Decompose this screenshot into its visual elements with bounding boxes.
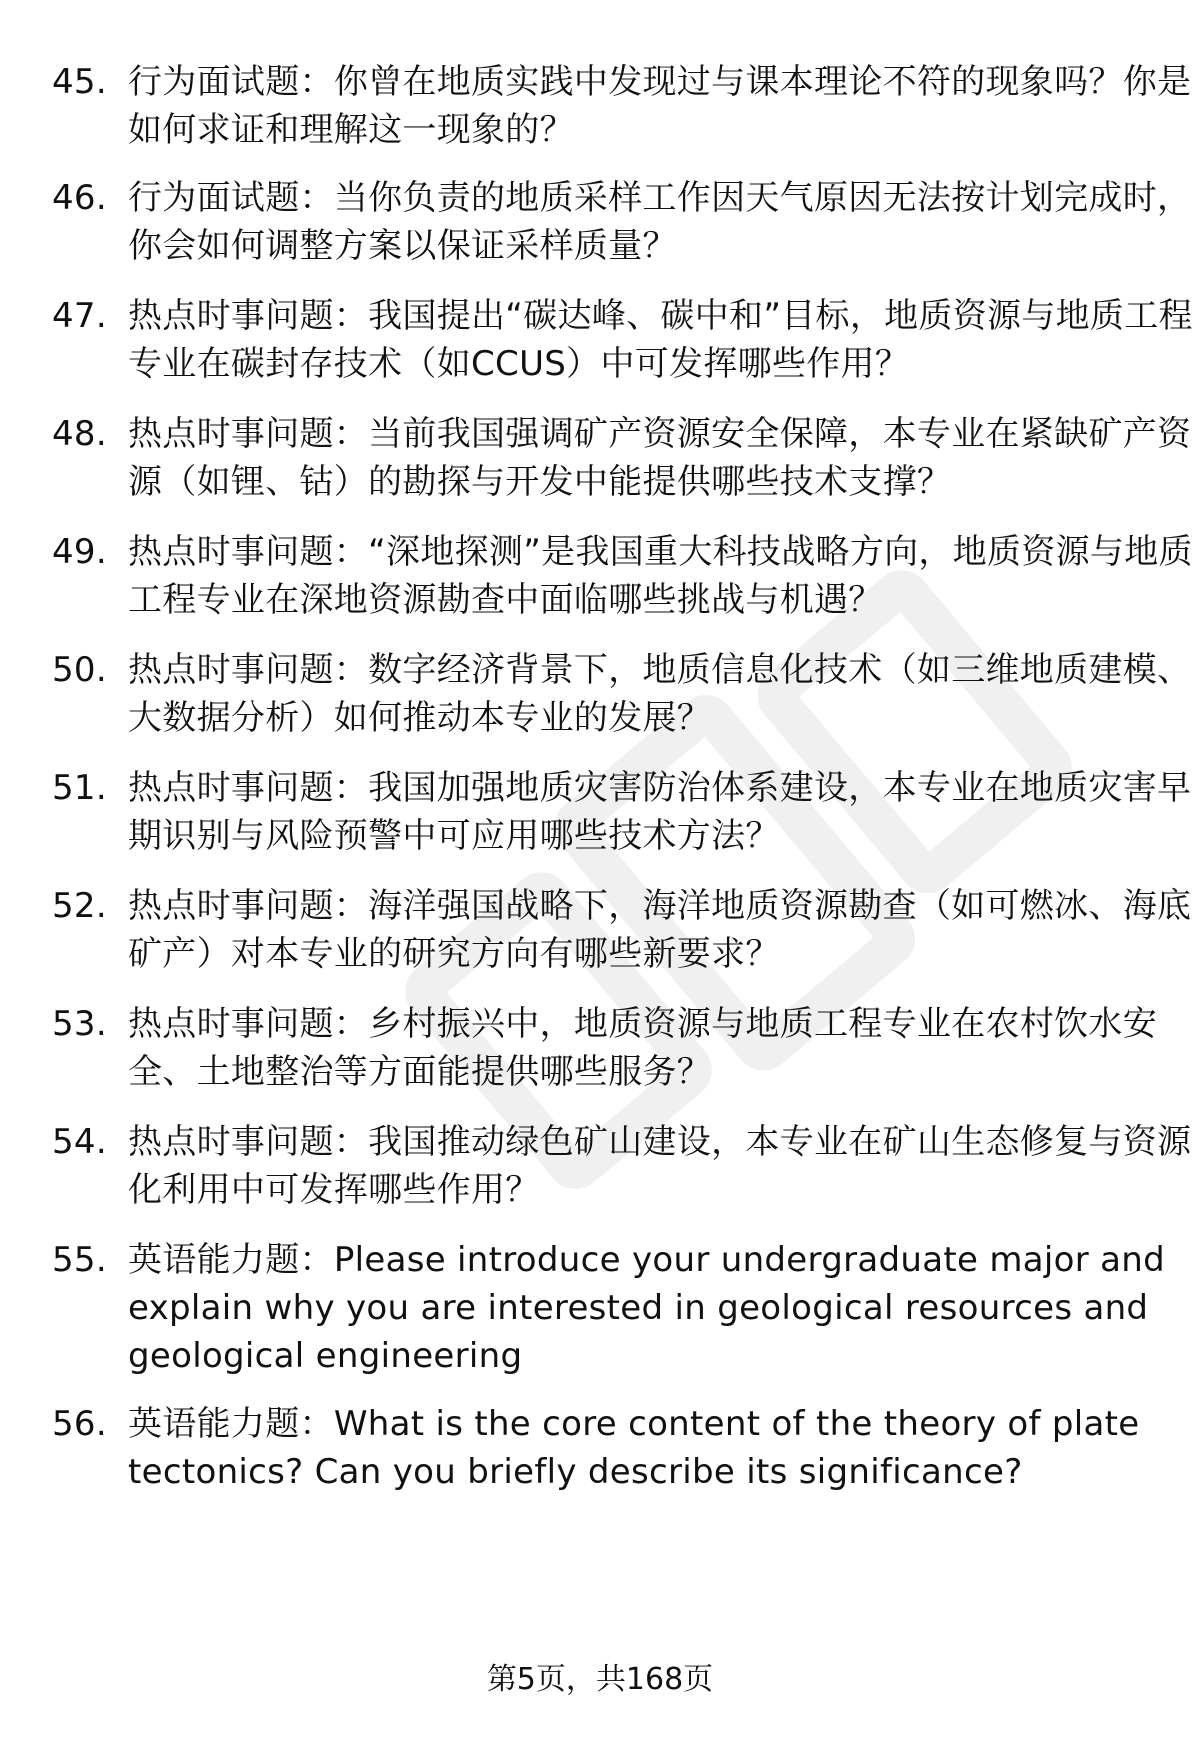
question-text: 当前我国强调矿产资源安全保障，本专业在紧缺矿产资源（如锂、钴）的勘探与开发中能提供哪些技术支撑？ xyxy=(128,414,1192,502)
question-category: 热点时事问题： xyxy=(128,886,369,926)
question-category: 行为面试题： xyxy=(128,178,334,218)
question-category: 热点时事问题： xyxy=(128,414,369,454)
question-text: 你曾在地质实践中发现过与课本理论不符的现象吗？你是如何求证和理解这一现象的？ xyxy=(128,62,1192,150)
question-item xyxy=(52,292,1200,388)
question-category: 热点时事问题： xyxy=(128,1122,369,1162)
question-text: “深地探测”是我国重大科技战略方向，地质资源与地质工程专业在深地资源勘查中面临哪些挑战与机遇？ xyxy=(128,532,1193,620)
question-item xyxy=(52,410,1200,506)
question-number: 55. xyxy=(52,1240,107,1280)
question-text: 海洋强国战略下，海洋地质资源勘查（如可燃冰、海底矿产）对本专业的研究方向有哪些新要求？ xyxy=(128,886,1192,974)
question-item xyxy=(52,528,1200,624)
question-item xyxy=(52,1400,1200,1496)
question-item xyxy=(52,1236,1200,1380)
question-number: 56. xyxy=(52,1404,107,1444)
question-item xyxy=(52,882,1200,978)
question-text: 我国加强地质灾害防治体系建设，本专业在地质灾害早期识别与风险预警中可应用哪些技术方法？ xyxy=(128,768,1192,856)
question-category: 热点时事问题： xyxy=(128,296,369,336)
question-item xyxy=(52,1118,1200,1214)
question-text: 我国推动绿色矿山建设，本专业在矿山生态修复与资源化利用中可发挥哪些作用？ xyxy=(128,1122,1192,1210)
question-category: 热点时事问题： xyxy=(128,1004,369,1044)
question-item xyxy=(52,58,1200,154)
question-category: 英语能力题： xyxy=(128,1404,334,1444)
question-category: 行为面试题： xyxy=(128,62,334,102)
question-text: 当你负责的地质采样工作因天气原因无法按计划完成时，你会如何调整方案以保证采样质量？ xyxy=(128,178,1192,266)
question-number: 52. xyxy=(52,886,107,926)
question-text: Please introduce your undergraduate major and explain why you are interested in geological resources and geological engineering xyxy=(128,1240,1165,1376)
question-number: 51. xyxy=(52,768,107,808)
question-category: 热点时事问题： xyxy=(128,650,369,690)
question-category: 热点时事问题： xyxy=(128,532,369,572)
question-text: 乡村振兴中，地质资源与地质工程专业在农村饮水安全、土地整治等方面能提供哪些服务？ xyxy=(128,1004,1158,1092)
question-number: 48. xyxy=(52,414,107,454)
question-number: 45. xyxy=(52,62,107,102)
question-number: 49. xyxy=(52,532,107,572)
question-number: 54. xyxy=(52,1122,107,1162)
question-number: 50. xyxy=(52,650,107,690)
question-number: 53. xyxy=(52,1004,107,1044)
question-text: 我国提出“碳达峰、碳中和”目标，地质资源与地质工程专业在碳封存技术（如CCUS）中可发挥哪些作用？ xyxy=(128,296,1193,384)
question-text: What is the core content of the theory of plate tectonics? Can you briefly describe its significance? xyxy=(128,1404,1140,1492)
question-item xyxy=(52,646,1200,742)
question-item xyxy=(52,764,1200,860)
question-item xyxy=(52,1000,1200,1096)
question-category: 热点时事问题： xyxy=(128,768,369,808)
question-item xyxy=(52,174,1200,270)
page-footer: 第5页，共168页 xyxy=(486,1662,714,1697)
question-text: 数字经济背景下，地质信息化技术（如三维地质建模、大数据分析）如何推动本专业的发展？ xyxy=(128,650,1192,738)
question-number: 46. xyxy=(52,178,107,218)
question-number: 47. xyxy=(52,296,107,336)
question-category: 英语能力题： xyxy=(128,1240,334,1280)
